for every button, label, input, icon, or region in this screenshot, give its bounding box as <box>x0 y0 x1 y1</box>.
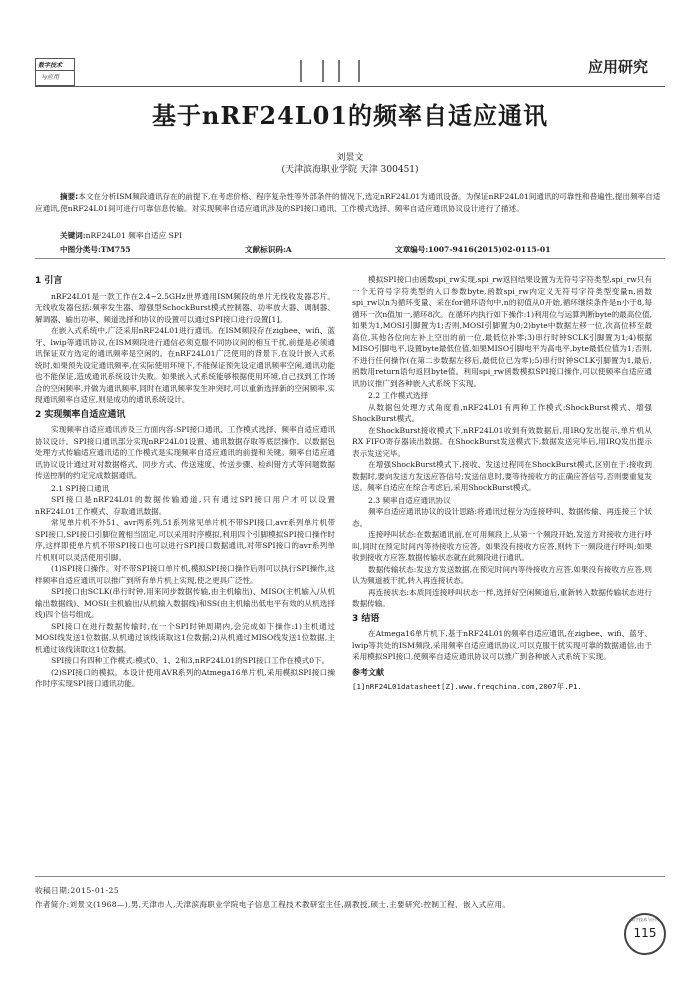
right-column <box>352 274 652 693</box>
logo-divider <box>36 70 74 71</box>
paragraph: SPI接口有四种工作模式:模式0、1、2和3,nRF24L01的SPI接口工作在模式0下。 <box>51 656 330 665</box>
journal-logo <box>35 58 75 86</box>
paragraph: (1)SPI接口操作。对不带SPI接口单片机,模拟SPI接口操作后则可以执行SPI操作,这样频率自适应通讯可以推广到所有单片机上实现,使之更具广泛性。 <box>35 564 335 585</box>
logo-line-2: 与应用 <box>41 74 60 81</box>
article-number: 文章编号:1007-9416(2015)02-0115-01 <box>395 245 551 254</box>
paragraph: 从数据包处理方式角度看,nRF24L01有两种工作模式:ShockBurst模式、增强ShockBurst模式。 <box>352 402 652 423</box>
abstract-label: 摘要: <box>60 192 79 201</box>
page-number-badge <box>624 913 666 955</box>
header-bar-2 <box>322 60 324 82</box>
paragraph: nRF24L01是一款工作在2.4~2.5GHz世界通用ISM频段的单片无线收发器芯片。无线收发器包括:频率发生器、增强型SchockBurst模式控制器、功率放大器、调制器、解调器、输出功率、频道选择和协议的设置可以通过SPI接口进行设置[1]。 <box>35 291 335 324</box>
paragraph: 再连接状态:本质同连接呼叫状态一样,选择好空闲频道后,重新转入数据传输状态进行数据传输。 <box>352 587 652 608</box>
reference-1: [1]nRF24L01datasheet[Z].www.freqchina.com,2007年.P1. <box>352 682 582 691</box>
section-2-2-heading: 2.2 工作模式选择 <box>368 391 429 400</box>
affiliation: (天津滨海职业学院 天津 300451) <box>281 165 419 175</box>
paragraph: SPI接口是nRF24L01的数据传输通道,只有通过SPI接口用户才可以设置nRF24L01工作模式、存取通讯数据。 <box>35 495 335 516</box>
header-bar-3 <box>338 60 340 82</box>
section-label: 应用研究 <box>588 58 649 76</box>
paragraph: 连接呼叫状态:在数据通讯前,在可用频段上,从第一个频段开始,发送方对接收方进行呼叫,同时在预定时间内等待接收方应答。如果没有接收方应答,则转下一频段进行呼叫;如果收到接收方应答,数据传输状态就在此频段进行通讯。 <box>352 530 652 562</box>
abstract-text: 本文在分析ISM频段通讯存在的前提下,在考虑价格、程序复杂性等外部条件的情况下,选定nRF24L01为通讯设备。为保证nRF24L01间通讯的可靠性和普遍性,提出频率自适应通讯,使nRF24L01间可进行可靠信息传输。对实现频率自适应通讯涉及的SPI接口通讯、工作模式选择、频率自适应通讯协议设计进行了描述。 <box>35 192 661 213</box>
badge-text: 数字技术与应用 <box>631 917 659 922</box>
author-bio: 作者简介:刘景文(1968—),男,天津市人,天津滨海职业学院电子信息工程技术教研室主任,副教授,硕士,主要研究:控制工程、嵌入式应用。 <box>35 900 511 909</box>
section-2-heading: 2 实现频率自适应通讯 <box>35 409 126 420</box>
author: 刘景文 <box>336 153 364 163</box>
paragraph: SPI接口在进行数据传输时,在一个SPI时钟周期内,会完成如下操作:1)主机通过MOSI线发送1位数据,从机通过该线读取这1位数据;2)从机通过MISO线发送1位数据,主机通过该线读取这1位数据。 <box>35 621 335 654</box>
paragraph: 模拟SPI接口由函数spi_rw实现,spi_rw返回结果设置为无符号字符类型,spi_rw只有一个无符号字符类型的入口参数byte,函数spi_rw内定义无符号字符类型变量n,函数spi_rw以n为循环变量、采在for循环语句中,n的初值从0开始,循环继续条件是n小于8,每循环一次n值加一,循环8次。在循环内执行如下操作:1)利用位与运算判断byte的最高位值,如果为1,MOSI引脚置为1;否则,MOSI引脚置为0;2)byte中数据左移一位,次高位移至最高位,其他各位向左补上空出的前一位,最低位补零;3)串行时钟SCLK引脚置为1;4)根据MISO引脚电平,设置byte最低位值,如果MISO引脚电平为高电平,byte最低位值为1;否则,不进行任何操作(在第二步数据左移后,最低位已为零);5)串行时钟SCLK引脚置为1,最后,函数用return语句返回byte值。利用spi_rw函数模拟SPI接口操作,可以使频率自适应通讯协议推广到各种嵌入式系统下实现。 <box>352 275 652 388</box>
section-2-1-heading: 2.1 SPI接口通讯 <box>51 483 110 493</box>
header-bar-4 <box>358 60 360 82</box>
paragraph: (2)SPI接口的模拟。本设计使用AVR系列的Atmega16单片机,采用模拟SPI接口操作时序实现SPI接口通讯功能。 <box>35 667 335 688</box>
header-bar-1 <box>300 60 302 82</box>
paragraph: SPI接口由SCLK(串行时钟,用来同步数据传输,由主机输出)、MISO(主机输入/从机输出数据线)、MOSI(主机输出/从机输入数据线)和SS(由主机输出低电平有效的从机选择线)四个信号组成。 <box>35 587 335 619</box>
meta-rule <box>35 258 665 259</box>
footer-rule <box>35 876 665 877</box>
paragraph: 在ShockBurst接收模式下,nRF24L01收到有效数据后,用IRQ发出提示,单片机从RX FIFO寄存器读出数据。在ShockBurst发送模式下,数据发送完毕后,用IRQ发出提示表示发送完毕。 <box>352 425 652 458</box>
left-column <box>35 274 335 690</box>
section-3-heading: 3 结语 <box>352 613 380 624</box>
paragraph: 在嵌入式系统中,广泛采用nRF24L01进行通讯。在ISM频段存在zigbee、wifi、蓝牙、lwip等通讯协议,在ISM频段进行通信必须克服不同协议间的相互干扰,前提是必须通讯保证双方选定的通讯频率是空闲的。在nRF24L01广泛使用的背景下,在设计嵌入式系统时,如果预先设定通讯频率,在实际使用环境下,不能保证预先设定通讯频率空闲,通讯功能也不能保证,造成通讯系统设计失败。如果嵌入式系统能够根据使用环境,自己找到工作场合的空闲频率,并做为通讯频率,同时在通讯频率发生冲突时,可以重新选择新的空闲频率,实现通讯频率自适应,则是成功的通讯系统设计。 <box>35 326 335 404</box>
page-number: 115 <box>633 926 657 940</box>
paragraph: 数据传输状态:发送方发送数据,在预定时间内等待接收方应答,如果没有接收方应答,则认为频道被干扰,转入再连接状态。 <box>352 564 652 585</box>
doc-code: 文献标识码:A <box>245 245 292 254</box>
abstract <box>35 191 665 215</box>
paragraph: 在增强ShockBurst模式下,接收、发送过程同在ShockBurst模式,区别在于:接收到数据时,要向发送方发送应答信号;发送信息时,要等待接收方的正确应答信号,否则要重复发送。频率自适应在综合考虑后,采用ShockBurst模式。 <box>352 460 652 492</box>
references-heading: 参考文献 <box>352 667 384 677</box>
section-1-heading: 1 引言 <box>35 276 63 286</box>
paragraph: 常见单片机不外51、avr两系列,51系列常见单片机不带SPI接口,avr系列单片机带SPI接口,SPI接口引脚位置相当固定,可以采用时序模拟,利用四个引脚模拟SPI接口操作时序,这样即使单片机不带SPI接口也可以进行SPI接口数据通讯,对带SPI接口的avr系列单片机则可以灵活使用引脚。 <box>35 518 335 562</box>
article-title: 基于nRF24L01的频率自适应通讯 <box>151 101 549 130</box>
paragraph: 频率自适应通讯协议的设计思路:将通讯过程分为连接呼叫、数据传输、再连接三个状态。 <box>352 507 652 528</box>
paragraph: 实现频率自适应通讯涉及三方面内容:SPI接口通讯、工作模式选择、频率自适应通讯协议设计。SPI接口通讯部分实现nRF24L01设置、通讯数据存取等底层操作。以数据包处理方式传输适应通讯适的工作模式是实现频率自适应通讯的前提和关键。频率自适应通讯协议设计通过对对数据格式、同步方式、传送速度、传送步骤、检纠错方式等问题数据传送控制的约定完成数据通讯。 <box>35 425 335 480</box>
keywords-text: nRF24L01 频率自适应 SPI <box>85 231 182 240</box>
keywords <box>60 230 182 241</box>
section-2-3-heading: 2.3 频率自适应通讯协议 <box>368 495 451 505</box>
paragraph: 在Atmega16单片机下,基于nRF24L01的频率自适应通讯,在zigbee、wifi、蓝牙、lwip等共处的ISM频段,采用频率自适应通讯协议,可以克服干扰实现可靠的数据通信,由于采用模拟SPI接口,使频率自适应通讯协议可以推广到各种嵌入式系统下实现。 <box>352 629 652 661</box>
header-rule <box>35 86 665 87</box>
keywords-label: 关键词: <box>60 231 86 240</box>
clc-number: 中图分类号:TM755 <box>60 245 131 254</box>
logo-line-1: 数字技术 <box>38 62 63 69</box>
received-date: 收稿日期:2015-01-25 <box>35 886 120 895</box>
